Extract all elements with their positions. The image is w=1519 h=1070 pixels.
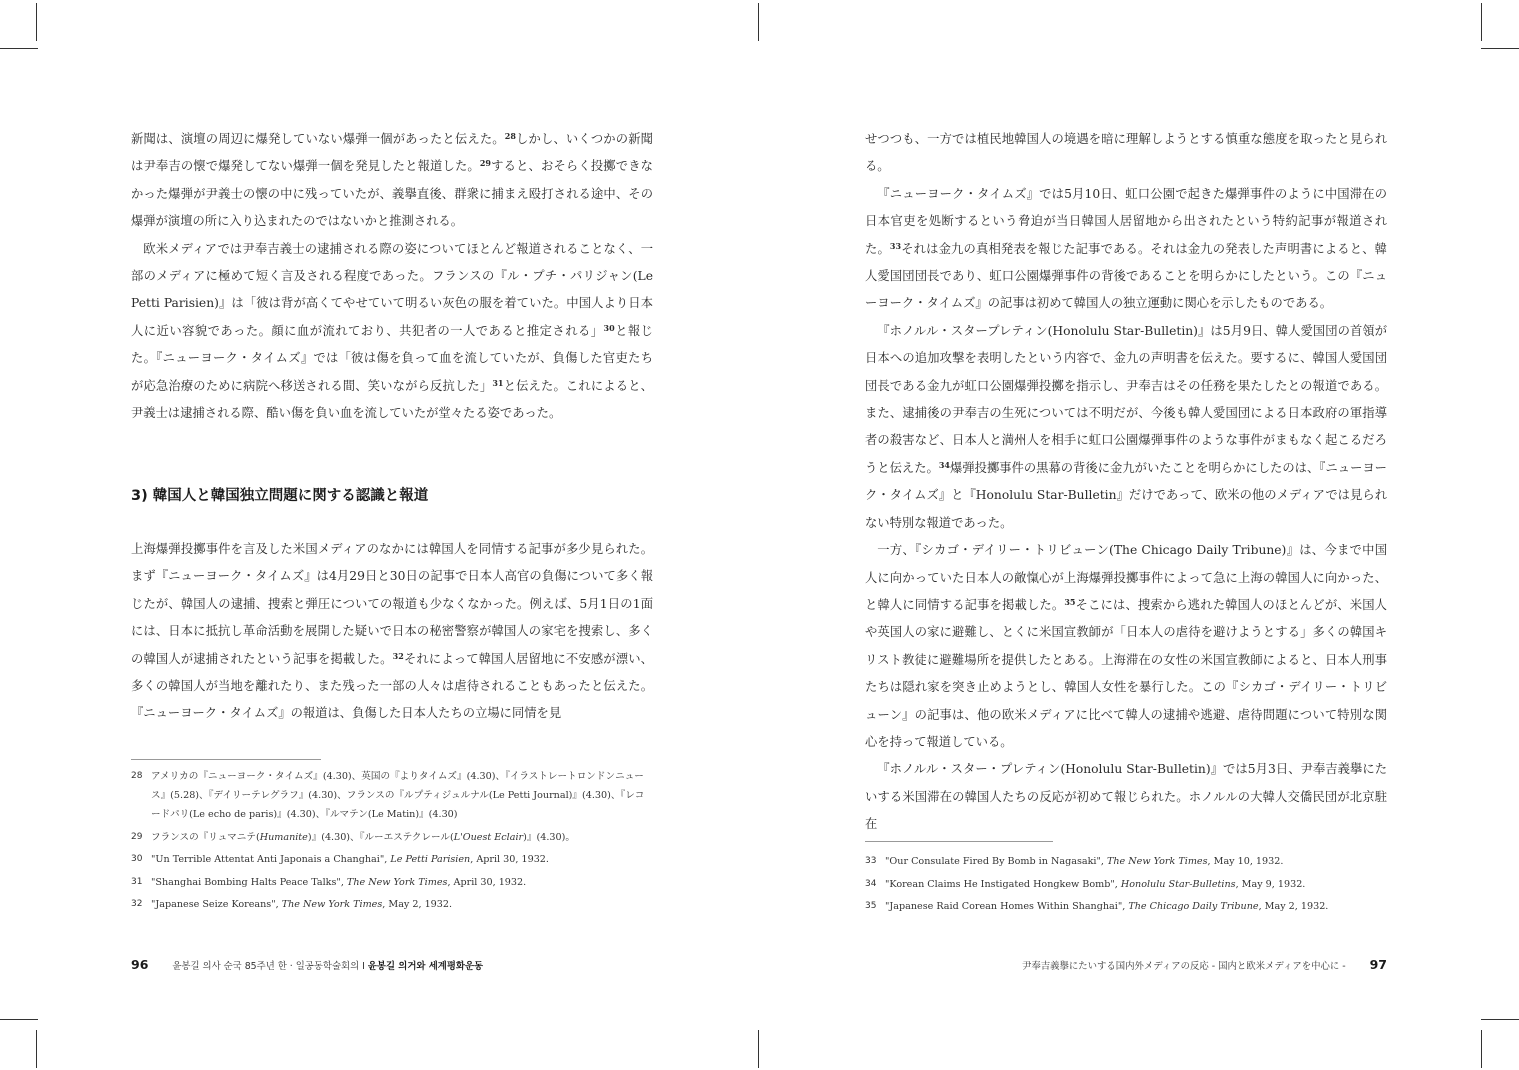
footnote-ref[interactable]: 34 (938, 459, 950, 470)
text-run: すると、おそらく投擲できなかった爆弾が尹義士の懐の中に残っていたが、義擧直後、群衆に捕まえ殴打される途中、その爆弾が演壇の所に入り込まれたのではないかと推測される。 (131, 159, 653, 229)
text-run: )』(4.30)、『ルーエステクレール( (307, 831, 454, 843)
text-run: それは金九の真相発表を報じた記事である。それは金九の発表した声明書によると、韓人愛国団団長であり、虹口公園爆弾事件の背後であることを明らかにしたという。この『ニューヨーク・タイムズ』の記事は初めて韓国人の独立運動に関心を示したものである。 (865, 241, 1387, 311)
crop-mark (0, 1019, 38, 1020)
paragraph (865, 318, 1387, 537)
page-number: 96 (131, 957, 149, 972)
footnote (865, 875, 1387, 894)
italic-title: L'Ouest Eclair (453, 831, 524, 843)
text-run: )』(4.30)。 (523, 831, 575, 843)
italic-title: The New York Times (1106, 856, 1208, 867)
footnote-rule (865, 841, 1053, 842)
text-run: "Korean Claims He Instigated Hongkew Bomb", (885, 878, 1121, 890)
text-run: それによって韓国人居留地に不安感が漂い、多くの韓国人が当地を離れたり、また残った一部の人々は虐待されることもあったと伝えた。『ニューヨーク・タイムズ』の報道は、負傷した日本人たちの立場に同情を見 (131, 651, 653, 721)
footnote-ref[interactable]: 31 (492, 377, 504, 388)
paragraph (865, 537, 1387, 756)
footnote-ref[interactable]: 35 (1064, 596, 1076, 607)
crop-mark (0, 48, 38, 49)
text-run: せつつも、一方では植民地韓国人の境遇を暗に理解しようとする慎重な態度を取ったと見られる。 (865, 132, 1387, 174)
running-head: 尹奉吉義擧にたいする国内外メディアの反応 - 国内と欧米メディアを中心に - (1022, 961, 1346, 972)
text-run: そこには、捜索から逃れた韓国人のほとんどが、米国人や英国人の家に避難し、とくに米国宣教師が「日本人の虐待を避けようとする」多くの韓国キリスト教徒に避難場所を提供したとある。上海滞在の女性の米国宣教師によると、日本人刑事たちは隠れ家を突き止めようとし、韓国人女性を暴行した。この『シカゴ・デイリー・トリビューン』の記事は、他の欧米メディアに比べて韓人の逮捕や逃避、虐待問題について特別な関心を持って報道している。 (865, 597, 1387, 749)
footnote-number: 31 (131, 876, 143, 887)
italic-title: Honolulu Star-Bulletins (1120, 878, 1236, 890)
paragraph (131, 536, 653, 728)
text-run: "Shanghai Bombing Halts Peace Talks", (151, 876, 347, 888)
footnote-number: 29 (131, 831, 143, 842)
footnote-ref[interactable]: 30 (603, 322, 615, 333)
footnote-number: 30 (131, 854, 143, 865)
crop-mark (1481, 48, 1519, 49)
text-run: 欧米メディアでは尹奉吉義士の逮捕される際の姿についてほとんど報道されることなく、一部のメディアに極めて短く言及される程度であった。フランスの『ル・プチ・パリジャン(Le Petti Parisien)』は「彼は背が高くてやせていて明るい灰色の服を着ていた。中国人より日本人に近い容貌であった。顔に血が流れており、共犯者の一人であると推定される」 (131, 241, 653, 338)
footnote-number: 33 (865, 856, 877, 866)
footnote-rule (131, 759, 321, 760)
text-run: , May 10, 1932. (1207, 856, 1284, 867)
left-body-lower (131, 536, 653, 728)
text-run: 新聞は、演壇の周辺に爆発していない爆弾一個があったと伝えた。 (131, 132, 505, 146)
italic-title: Le Petti Parisien (390, 854, 471, 866)
crop-mark (1481, 1030, 1482, 1068)
footnote-number: 32 (131, 899, 143, 910)
text-run: , April 30, 1932. (470, 854, 549, 866)
footnote-ref[interactable]: 29 (479, 158, 491, 169)
text-run: , April 30, 1932. (447, 876, 527, 888)
footnote-number: 28 (131, 771, 143, 781)
text-run: 一方、『シカゴ・デイリー・トリビューン(The Chicago Daily Tribune)』は、今まで中国人に向かっていた日本人の敵愾心が上海爆弾投擲事件によって急に上海の韓国人に向かった、と韓人に同情する記事を掲載した。 (865, 543, 1387, 612)
text-run: 上海爆弾投擲事件を言及した米国メディアのなかには韓国人を同情する記事が多少見られた。まず『ニューヨーク・タイムズ』は4月29日と30日の記事で日本人高官の負傷について多く報じたが、韓国人の逮捕、捜索と弾圧についての報道も少なくなかった。例えば、5月1日の1面には、日本に抵抗し革命活動を展開した疑いで日本の秘密警察が韓国人の家宅を捜索し、多くの韓国人が逮捕されたという記事を掲載した。 (131, 542, 653, 666)
footnote (865, 897, 1387, 916)
crop-mark (36, 3, 37, 41)
right-running-footer (865, 957, 1387, 972)
italic-title: Humanite (259, 831, 308, 843)
footnote (865, 852, 1387, 871)
text-run: と報じた。『ニューヨーク・タイムズ』では「彼は傷を負って血を流していたが、負傷した官吏たちが応急治療のために病院へ移送される間、笑いながら反抗した」 (131, 323, 653, 393)
paragraph (131, 126, 653, 236)
text-run: "Our Consulate Fired By Bomb in Nagasaki", (885, 856, 1107, 867)
paragraph (865, 756, 1387, 838)
crop-mark (758, 3, 759, 41)
footnote (131, 767, 653, 824)
text-run: 爆弾投擲事件の黒幕の背後に金九がいたことを明らかにしたのは、『ニューヨーク・タイムズ』と『Honolulu Star-Bulletin』だけであって、欧米の他のメディアでは見られない特別な報道であった。 (865, 460, 1387, 530)
footnote (131, 850, 653, 869)
crop-mark (1481, 1019, 1519, 1020)
footnote-number: 34 (865, 878, 877, 889)
italic-title: The New York Times (346, 876, 448, 888)
running-head-title: 윤봉길 의거와 세계평화운동 (367, 961, 484, 972)
text-run: 『ホノルル・スター・プレティン(Honolulu Star-Bulletin)』では5月3日、尹奉吉義擧にたいする米国滞在の韓国人たちの反応が初めて報じられた。ホノルルの大韓人交僑民団が北京駐在 (865, 762, 1387, 832)
page-number: 97 (1369, 957, 1387, 972)
text-run: と伝えた。これによると、尹義士は逮捕される際、酷い傷を負い血を流していたが堂々たる姿であった。 (131, 378, 653, 421)
crop-mark (1481, 3, 1482, 41)
footnote-ref[interactable]: 33 (889, 240, 902, 251)
right-footnotes (865, 852, 1387, 920)
text-run: , May 2, 1932. (1258, 901, 1329, 913)
text-run: フランスの『リュマニテ( (151, 831, 260, 843)
footnote (131, 828, 653, 847)
italic-title: The New York Times (281, 899, 383, 911)
footnote (131, 895, 653, 914)
footnote-number: 35 (865, 901, 877, 912)
footnote-ref[interactable]: 32 (392, 650, 404, 661)
paragraph (865, 181, 1387, 318)
text-run: , May 2, 1932. (382, 899, 453, 911)
crop-mark (36, 1030, 37, 1068)
left-body-upper (131, 126, 653, 427)
text-run: 『ホノルル・スタープレティン(Honolulu Star-Bulletin)』は5月9日、韓人愛国団の首領が日本への追加攻撃を表明したという内容で、金九の声明書を伝えた。要するに、韓国人愛国団団長である金九が虹口公園爆弾投擲を指示し、尹奉吉はその任務を果たしたとの報道である。また、逮捕後の尹奉吉の生死については不明だが、今後も韓人愛国団による日本政府の軍指導者の殺害など、日本人と満州人を相手に虹口公園爆弾事件のような事件がまもなく起こるだろうと伝えた。 (865, 323, 1387, 475)
footnote-ref[interactable]: 28 (504, 131, 516, 141)
text-run: "Un Terrible Attentat Anti Japonais a Changhai", (151, 854, 391, 866)
left-running-footer (131, 957, 483, 972)
footnote (131, 873, 653, 892)
section-heading: 3) 韓国人と韓国独立問題に関する認識と報道 (131, 488, 429, 504)
left-footnotes (131, 767, 653, 918)
italic-title: The Chicago Daily Tribune (1128, 901, 1259, 913)
running-head: 윤봉길 의사 순국 85주년 한 · 일공동학술회의 I (172, 961, 368, 972)
paragraph (865, 126, 1387, 181)
text-run: , May 9, 1932. (1235, 878, 1306, 890)
right-body (865, 126, 1387, 839)
text-run: しかし、いくつかの新聞は尹奉吉の懐で爆発してない爆弾一個を発見したと報道した。 (131, 132, 653, 174)
text-run: "Japanese Seize Koreans", (151, 899, 282, 911)
text-run: 『ニューヨーク・タイムズ』では5月10日、虹口公園で起きた爆弾事件のように中国滞在の日本官吏を処断するという脅迫が当日韓国人居留地から出されたという特約記事が報道された。 (865, 186, 1387, 256)
text-run: "Japanese Raid Corean Homes Within Shanghai", (885, 901, 1129, 913)
crop-mark (758, 1030, 759, 1068)
text-run: アメリカの『ニューヨーク・タイムズ』(4.30)、英国の『よりタイムズ』(4.30)、『イラストレートロンドンニュース』(5.28)、『デイリーテレグラフ』(4.30)、フランスの『ルプティジュルナル(Le Petti Journal)』(4.30)、『レコードパリ(Le echo de paris)』(4.30)、『ルマテン(Le Matin)』(4.30) (151, 771, 645, 820)
paragraph (131, 236, 653, 428)
